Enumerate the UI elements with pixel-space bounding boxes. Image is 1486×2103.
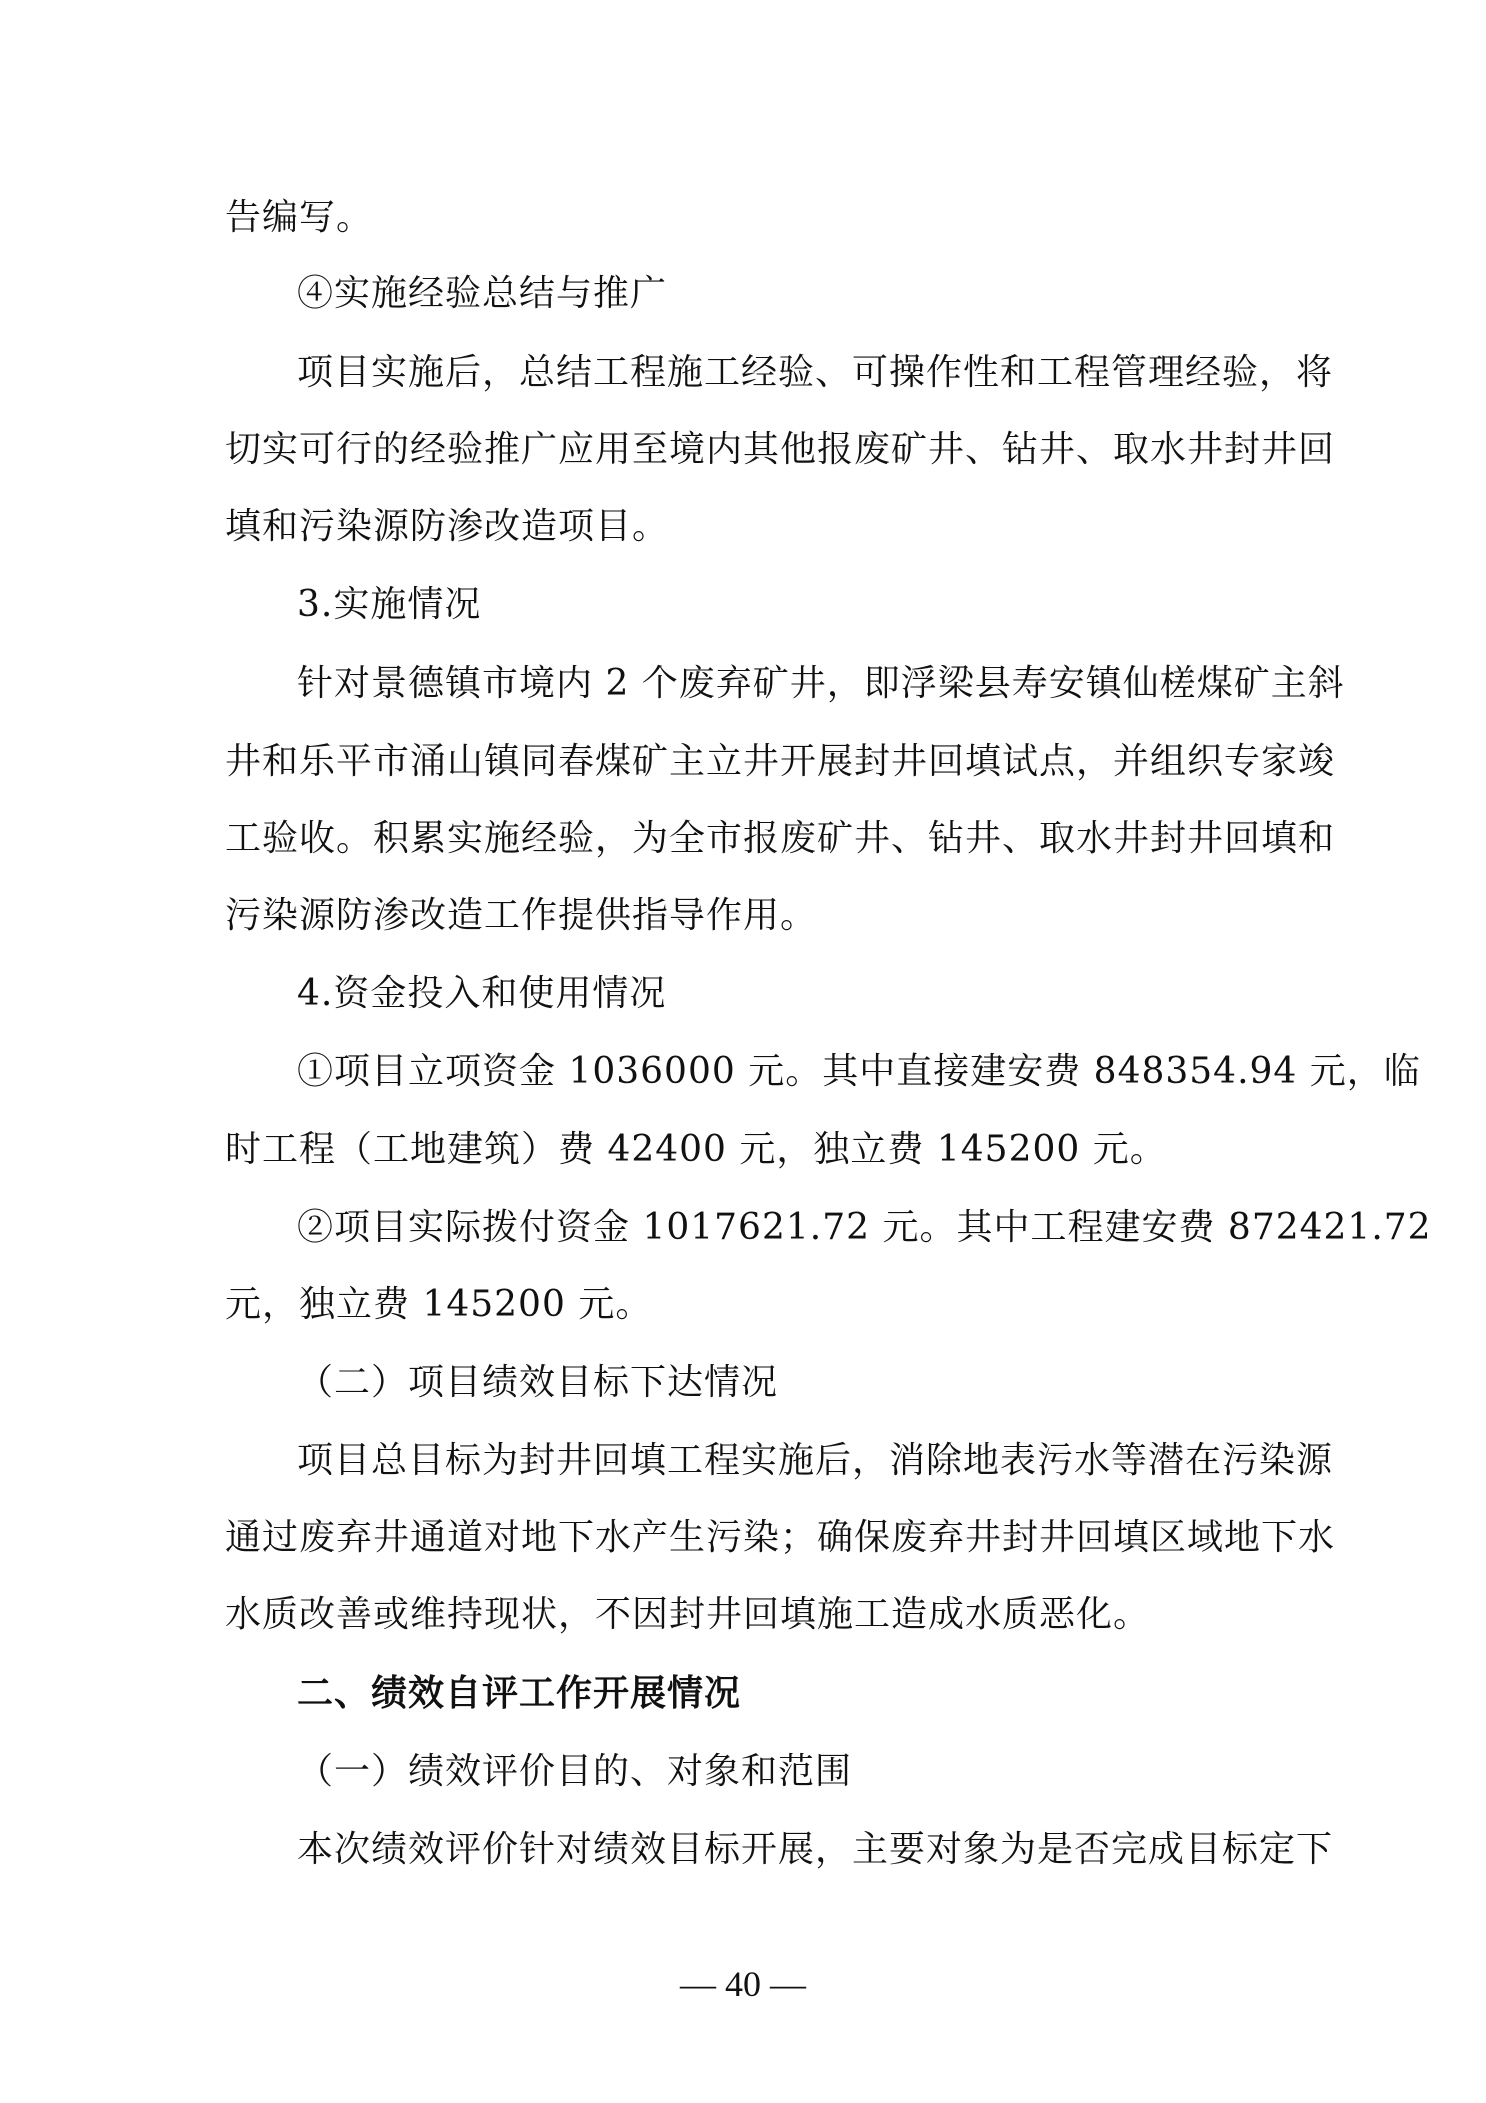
paragraph-line: 时工程（工地建筑）费 42400 元，独立费 145200 元。 [225, 1129, 1167, 1170]
paragraph-line: 工验收。积累实施经验，为全市报废矿井、钻井、取水井封井回填和 [225, 818, 1336, 859]
paragraph-line: 填和污染源防渗改造项目。 [225, 506, 670, 547]
paragraph-line: 本次绩效评价针对绩效目标开展，主要对象为是否完成目标定下 [297, 1829, 1334, 1870]
paragraph-line: ①项目立项资金 1036000 元。其中直接建安费 848354.94 元，临 [297, 1051, 1421, 1092]
paragraph-line: ②项目实际拨付资金 1017621.72 元。其中工程建安费 872421.72 [297, 1207, 1432, 1248]
paragraph-line: 元，独立费 145200 元。 [225, 1284, 653, 1325]
section-heading: 3.实施情况 [297, 584, 482, 625]
paragraph-line: 切实可行的经验推广应用至境内其他报废矿井、钻井、取水井封井回 [225, 429, 1336, 470]
paragraph-line: 针对景德镇市境内 2 个废弃矿井，即浮梁县寿安镇仙槎煤矿主斜 [297, 663, 1345, 704]
subheading: ④实施经验总结与推广 [297, 273, 668, 314]
paragraph-line: 井和乐平市涌山镇同春煤矿主立井开展封井回填试点，并组织专家竣 [225, 741, 1336, 782]
paragraph-line: 告编写。 [225, 197, 374, 238]
paragraph-line: 水质改善或维持现状，不因封井回填施工造成水质恶化。 [225, 1594, 1151, 1635]
page-number: — 40 — [680, 1964, 806, 2004]
paragraph-line: 污染源防渗改造工作提供指导作用。 [225, 895, 818, 936]
section-heading: （一）绩效评价目的、对象和范围 [297, 1751, 853, 1792]
chapter-heading: 二、绩效自评工作开展情况 [297, 1673, 742, 1714]
section-heading: 4.资金投入和使用情况 [297, 973, 667, 1014]
section-heading: （二）项目绩效目标下达情况 [297, 1362, 779, 1403]
paragraph-line: 项目实施后，总结工程施工经验、可操作性和工程管理经验，将 [297, 352, 1334, 393]
paragraph-line: 通过废弃井通道对地下水产生污染；确保废弃井封井回填区域地下水 [225, 1517, 1336, 1558]
paragraph-line: 项目总目标为封井回填工程实施后，消除地表污水等潜在污染源 [297, 1440, 1334, 1481]
